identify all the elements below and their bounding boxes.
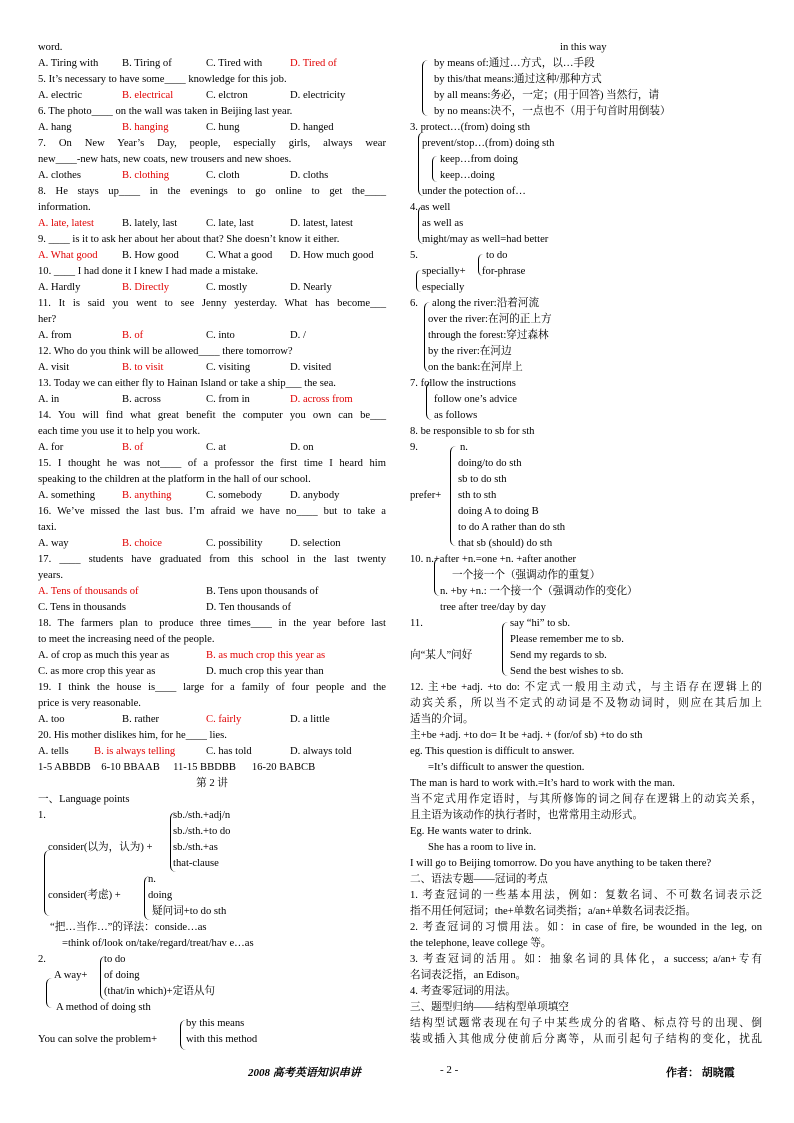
- option-a: A. hang: [38, 122, 72, 133]
- text-line: Please remember me to sb.: [510, 634, 624, 645]
- footer-title: 2008 高考英语知识串讲: [248, 1067, 361, 1079]
- text-line: prevent/stop…(from) doing sth: [422, 138, 555, 149]
- option-a: A. Tiring with: [38, 58, 99, 69]
- greeting-label: 向“某人”问好: [410, 650, 473, 661]
- lecture-heading: 第 2 讲: [196, 778, 228, 789]
- question-cont: price is very reasonable.: [38, 698, 141, 709]
- brace: [432, 156, 437, 182]
- option-b: B. lately, last: [122, 218, 178, 229]
- option-d: D. visited: [290, 362, 332, 373]
- option-c: C. Tired with: [206, 58, 263, 69]
- text-line: 5.: [410, 250, 418, 261]
- question: 18. The farmers plan to produce three times____ in the year before last: [38, 618, 386, 629]
- item-number: 1.: [38, 810, 46, 821]
- question: 5. It’s necessary to have some____ knowledge for this job.: [38, 74, 287, 85]
- text-line: 名词表泛指，an Edison。: [410, 970, 527, 981]
- question: 20. His mother dislikes him, for he____ lies.: [38, 730, 227, 741]
- consider-label: consider(以为，认为) +: [48, 842, 153, 853]
- option-a: A. way: [38, 538, 69, 549]
- option-b-answer: B. of: [122, 442, 144, 453]
- prefer-block: [410, 440, 762, 552]
- text-line: sb to do sth: [458, 474, 507, 485]
- follow-block: [410, 376, 762, 424]
- text-line: as follows: [434, 410, 478, 421]
- outer-brace: [46, 978, 52, 1008]
- option-d: D. /: [290, 330, 306, 341]
- text-line: in this way: [560, 42, 607, 53]
- question: 14. You will find what great benefit the computer you own can be___: [38, 410, 386, 421]
- option-c: C. as more crop this year as: [38, 666, 156, 677]
- options-row: [38, 536, 386, 552]
- options-row: [38, 712, 386, 728]
- page-number: - 2 -: [440, 1064, 459, 1076]
- question: 13. Today we can either fly to Hainan Island or take a ship___ the sea.: [38, 378, 336, 389]
- options-row: [38, 88, 386, 104]
- text-line: eg. This question is difficult to answer.: [410, 746, 575, 757]
- text-line: by all means:务必，一定；(用于回答) 当然行，请: [434, 90, 660, 101]
- brace: [502, 622, 508, 676]
- options-row: [38, 600, 386, 616]
- option-b: B. Tiring of: [122, 58, 172, 69]
- right-column: [410, 40, 762, 1048]
- text-line: the telephone, leave college 等。: [410, 938, 552, 949]
- text-line: by no means:决不，一点也不（用于句首时用倒装）: [434, 106, 671, 117]
- pattern: 疑问词+to do sth: [152, 906, 227, 917]
- options-row: [38, 328, 386, 344]
- text-line: 4. as well: [410, 202, 451, 213]
- option-a-answer: A. Tens of thousands of: [38, 586, 139, 597]
- option-c: C. somebody: [206, 490, 262, 501]
- options-row: [38, 744, 386, 760]
- question-cont: information.: [38, 202, 91, 213]
- text-line: 1. 考查冠词的一些基本用法，例如：复数名词、不可数名词表示泛: [410, 890, 762, 901]
- question: 12. Who do you think will be allowed____ there tomorrow?: [38, 346, 293, 357]
- synonyms: =think of/look on/take/regard/treat/hav e…as: [62, 938, 254, 949]
- pattern: with this method: [186, 1034, 258, 1045]
- text-line: She has a room to live in.: [428, 842, 536, 853]
- option-a: A. visit: [38, 362, 70, 373]
- protect-block: [410, 120, 762, 200]
- pattern: to do: [104, 954, 126, 965]
- option-b-answer: B. choice: [122, 538, 163, 549]
- text-line: specially+: [422, 266, 466, 277]
- text-line: by means of:通过…方式，以…手段: [434, 58, 595, 69]
- question-cont: years.: [38, 570, 63, 581]
- text-line: say “hi” to sb.: [510, 618, 571, 629]
- question: 9. ____ is it to ask her about her about that? She doesn’t know it either.: [38, 234, 340, 245]
- question: 6. The photo____ on the wall was taken in Beijing last year.: [38, 106, 293, 117]
- text-line: 动宾关系，所以当不定式的动词是不及物动词时，则应在其后加上: [410, 698, 762, 709]
- option-b-answer: B. of: [122, 330, 144, 341]
- option-b-answer: B. Directly: [122, 282, 170, 293]
- way-label: A way+: [54, 970, 88, 981]
- pattern: sb./sth.+as: [173, 842, 218, 853]
- pattern: doing: [148, 890, 173, 901]
- section-heading: 三、题型归纳——结构型单项填空: [410, 1002, 569, 1013]
- option-b-answer: B. anything: [122, 490, 172, 501]
- option-c: C. from in: [206, 394, 250, 405]
- translation-note: “把…当作…”的译法：conside…as: [50, 922, 207, 933]
- text-line: Send my regards to sb.: [510, 650, 607, 661]
- option-d: D. a little: [290, 714, 330, 725]
- options-row: [38, 280, 386, 296]
- option-c: C. cloth: [206, 170, 240, 181]
- section-heading: 一、Language points: [38, 794, 130, 805]
- option-a: A. clothes: [38, 170, 81, 181]
- option-d: D. Ten thousands of: [206, 602, 291, 613]
- text-line: 10. n.+after +n.=one +n. +after another: [410, 554, 577, 565]
- option-d: D. anybody: [290, 490, 340, 501]
- option-c: C. at: [206, 442, 227, 453]
- option-c: C. into: [206, 330, 235, 341]
- option-a: A. something: [38, 490, 96, 501]
- text-line: sth to sth: [458, 490, 497, 501]
- text-line: 且主语为该动作的执行者时，也常常用主动形式。: [410, 810, 644, 821]
- method-line: A method of doing sth: [56, 1002, 151, 1013]
- brace: [450, 446, 456, 546]
- pattern: by this means: [186, 1018, 245, 1029]
- question: 16. We’ve missed the last bus. I’m afraid we have no____ but to take a: [38, 506, 386, 517]
- option-b-answer: B. is always telling: [94, 746, 176, 757]
- options-row: [38, 120, 386, 136]
- option-d: D. electricity: [290, 90, 346, 101]
- as-well-block: [410, 200, 762, 248]
- text-line: through the forest:穿过森林: [428, 330, 549, 341]
- text-line: =It’s difficult to answer the question.: [428, 762, 585, 773]
- text-line: 主+be +adj. +to do= It be +adj. + (for/of sb) +to do sth: [410, 730, 643, 741]
- option-c: C. mostly: [206, 282, 248, 293]
- text-line: by the river:在河边: [428, 346, 512, 357]
- options-row: [38, 584, 386, 600]
- option-c: C. has told: [206, 746, 252, 757]
- text-line: over the river:在河的正上方: [428, 314, 552, 325]
- text-line: keep…doing: [440, 170, 495, 181]
- option-d: D. much crop this year than: [206, 666, 324, 677]
- after-block: [410, 552, 762, 616]
- options-row: [38, 248, 386, 264]
- footer-author: 作者： 胡晓霞: [666, 1067, 735, 1079]
- option-d: D. How much good: [290, 250, 374, 261]
- text-line: doing/to do sth: [458, 458, 522, 469]
- left-column: [38, 40, 386, 1064]
- options-row: [38, 440, 386, 456]
- text-line: I will go to Beijing tomorrow. Do you have anything to be taken there?: [410, 858, 712, 869]
- text-line: doing A to doing B: [458, 506, 539, 517]
- consider-block: [38, 808, 386, 952]
- text-line: 8. be responsible to sb for sth: [410, 426, 535, 437]
- text-line: 9.: [410, 442, 418, 453]
- option-a: A. too: [38, 714, 65, 725]
- greeting-block: [410, 616, 762, 680]
- text-line: 2. 考查冠词的习惯用法。如：in case of fire, be wounded in the leg, on: [410, 922, 762, 933]
- option-d: D. cloths: [290, 170, 329, 181]
- option-c-answer: C. fairly: [206, 714, 242, 725]
- river-block: [410, 296, 762, 376]
- text-line: Eg. He wants water to drink.: [410, 826, 532, 837]
- options-row: [38, 360, 386, 376]
- specially-block: [410, 248, 762, 296]
- option-a: A. from: [38, 330, 72, 341]
- question: 11. It is said you went to see Jenny yesterday. What has become___: [38, 298, 386, 309]
- option-c: C. possibility: [206, 538, 263, 549]
- text-line: especially: [422, 282, 465, 293]
- option-a: A. electric: [38, 90, 83, 101]
- option-d: D. latest, latest: [290, 218, 353, 229]
- question-cont: each time you use it to help you work.: [38, 426, 201, 437]
- solve-line: You can solve the problem+: [38, 1034, 158, 1045]
- text-line: under the potection of…: [422, 186, 526, 197]
- option-d-answer: D. across from: [290, 394, 353, 405]
- outer-brace: [44, 850, 50, 916]
- option-b-answer: B. to visit: [122, 362, 164, 373]
- text-line: 6.: [410, 298, 418, 309]
- text-line: 11.: [410, 618, 423, 629]
- pattern: (that/in which)+定语从句: [104, 986, 216, 997]
- text-line: word.: [38, 42, 63, 53]
- text-line: n.: [460, 442, 468, 453]
- text-line: 指不用任何冠词；the+单数名词类指；a/an+单数名词表泛指。: [410, 906, 697, 917]
- pattern: of doing: [104, 970, 140, 981]
- answer-key: 1-5 ABBDB 6-10 BBAAB 11-15 BBDBB 16-20 BABCB: [38, 762, 316, 773]
- option-c: C. What a good: [206, 250, 273, 261]
- text-line: to do A rather than do sth: [458, 522, 566, 533]
- pattern: sb./sth.+to do: [173, 826, 231, 837]
- consider-label: consider(考虑) +: [48, 890, 121, 901]
- option-d: D. on: [290, 442, 314, 453]
- option-b-answer: B. as much crop this year as: [206, 650, 326, 661]
- question: 15. I thought he was not____ of a professor the first time I heard him: [38, 458, 386, 469]
- options-row: [38, 216, 386, 232]
- pattern: sb./sth.+adj/n: [173, 810, 231, 821]
- brace: [416, 270, 421, 292]
- options-row: [38, 664, 386, 680]
- question: 10. ____ I had done it I knew I had made a mistake.: [38, 266, 259, 277]
- option-c: C. Tens in thousands: [38, 602, 126, 613]
- text-line: by this/that means:通过这种/那种方式: [434, 74, 602, 85]
- question-cont: taxi.: [38, 522, 57, 533]
- option-a: A. Hardly: [38, 282, 81, 293]
- text-line: Send the best wishes to sb.: [510, 666, 624, 677]
- pattern: n.: [148, 874, 156, 885]
- text-line: as well as: [422, 218, 464, 229]
- way-block: [38, 952, 386, 1064]
- question-cont: to meet the increasing need of the people.: [38, 634, 215, 645]
- option-a: A. for: [38, 442, 64, 453]
- option-b-answer: B. electrical: [122, 90, 174, 101]
- text-line: might/may as well=had better: [422, 234, 549, 245]
- text-line: to do: [486, 250, 508, 261]
- item-number: 2.: [38, 954, 46, 965]
- text-line: n. +by +n.: 一个接一个（强调动作的变化）: [440, 586, 638, 597]
- option-c: C. visiting: [206, 362, 251, 373]
- prefer-label: prefer+: [410, 490, 442, 501]
- option-d: D. hanged: [290, 122, 334, 133]
- options-row: [38, 168, 386, 184]
- options-row: [38, 392, 386, 408]
- question: 8. He stays up____ in the evenings to go online to get the____: [38, 186, 386, 197]
- question: 19. I think the house is____ large for a family of four people and the: [38, 682, 386, 693]
- option-d-answer: D. Tired of: [290, 58, 337, 69]
- option-b: B. across: [122, 394, 161, 405]
- text-line: along the river:沿着河流: [432, 298, 540, 309]
- text-line: 当不定式用作定语时，与其所修饰的词之间存在逻辑上的动宾关系，: [410, 794, 762, 805]
- option-b: B. Tens upon thousands of: [206, 586, 319, 597]
- option-c: C. elctron: [206, 90, 248, 101]
- text-line: 一个接一个（强调动作的重复）: [452, 570, 601, 581]
- option-a: A. of crop as much this year as: [38, 650, 170, 661]
- option-b-answer: B. hanging: [122, 122, 169, 133]
- text-line: 3. protect…(from) doing sth: [410, 122, 531, 133]
- text-line: keep…from doing: [440, 154, 518, 165]
- options-row: [38, 56, 386, 72]
- brace: [422, 60, 428, 116]
- text-line: The man is hard to work with.=It’s hard to work with the man.: [410, 778, 675, 789]
- option-b-answer: B. clothing: [122, 170, 170, 181]
- text-line: tree after tree/day by day: [440, 602, 546, 613]
- option-d: D. selection: [290, 538, 341, 549]
- question-cont: speaking to the children at the platform in the hall of our school.: [38, 474, 311, 485]
- option-a-answer: A. late, latest: [38, 218, 94, 229]
- text-line: 结构型试题常表现在句子中某些成分的省略、标点符号的出现、倒: [410, 1018, 762, 1029]
- option-b: B. rather: [122, 714, 160, 725]
- question: 7. On New Year’s Day, people, especially girls, always wear: [38, 138, 386, 149]
- option-b: B. How good: [122, 250, 179, 261]
- text-line: 3. 考查冠词的活用。如：抽象名词的具体化，a success; a/an+专有: [410, 954, 762, 965]
- by-means-block: [410, 56, 762, 120]
- text-line: for-phrase: [482, 266, 526, 277]
- option-d: D. Nearly: [290, 282, 332, 293]
- text-line: follow one’s advice: [434, 394, 517, 405]
- section-heading: 二、语法专题——冠词的考点: [410, 874, 548, 885]
- text-line: 4. 考查零冠词的用法。: [410, 986, 516, 997]
- text-line: 12. 主+be +adj. +to do: 不定式一般用主动式，与主语存在逻辑上的: [410, 682, 762, 693]
- text-line: 装或插入其他成分使前后分离等，从而引起句子结构的变化，扰乱: [410, 1034, 762, 1045]
- option-d: D. always told: [290, 746, 352, 757]
- text-line: that sb (should) do sth: [458, 538, 553, 549]
- question: 17. ____ students have graduated from this school in the last twenty: [38, 554, 386, 565]
- text-line: 适当的介词。: [410, 714, 474, 725]
- text-line: 7. follow the instructions: [410, 378, 516, 389]
- option-a: A. in: [38, 394, 60, 405]
- option-a-answer: A. What good: [38, 250, 98, 261]
- pattern: that-clause: [173, 858, 219, 869]
- option-a: A. tells: [38, 746, 69, 757]
- page-footer: [0, 1064, 794, 1080]
- text-line: on the bank:在河岸上: [428, 362, 523, 373]
- question-cont: her?: [38, 314, 57, 325]
- option-c: C. hung: [206, 122, 240, 133]
- options-row: [38, 488, 386, 504]
- brace: [426, 382, 432, 420]
- option-c: C. late, last: [206, 218, 254, 229]
- question-cont: new____-new hats, new coats, new trousers and new shoes.: [38, 154, 292, 165]
- options-row: [38, 648, 386, 664]
